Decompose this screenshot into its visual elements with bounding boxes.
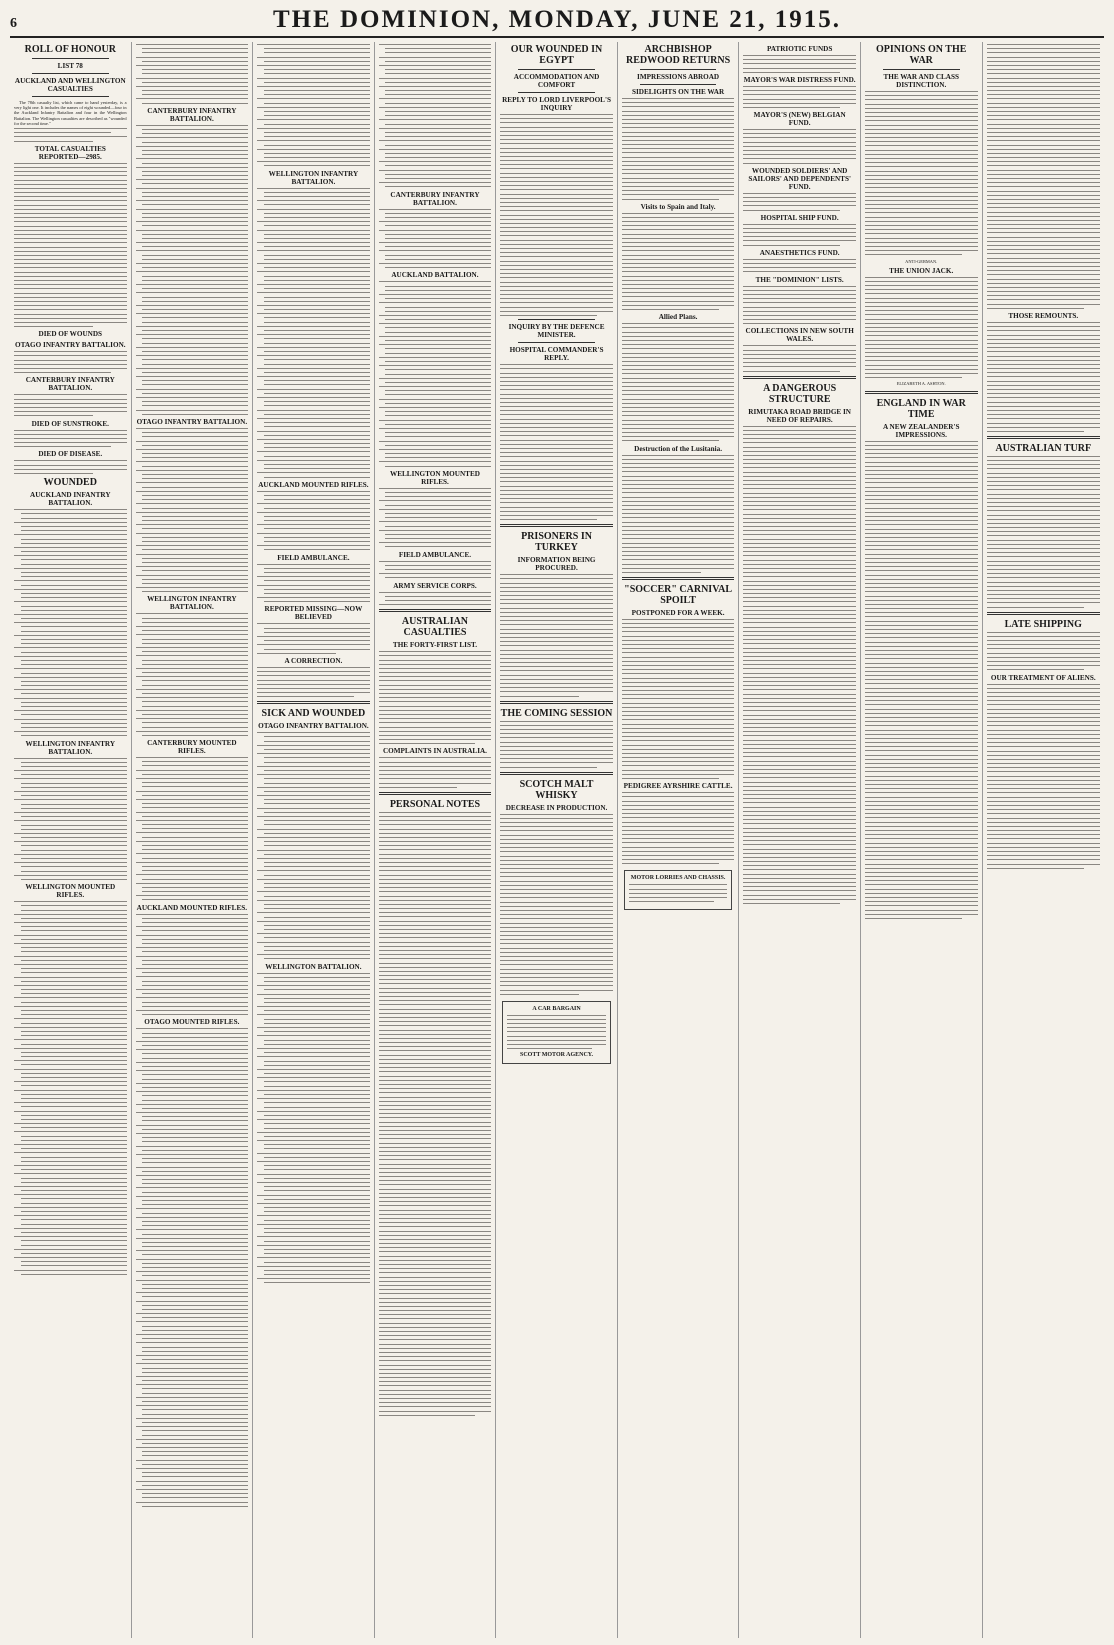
body-text — [14, 460, 127, 474]
subhead: INQUIRY BY THE DEFENCE MINISTER. — [508, 323, 605, 340]
casualty-table — [14, 163, 127, 327]
casualty-list — [257, 44, 370, 166]
article-intro: The 78th casualty list, which came to hand yesterday, is a very light one. It includes the names of eight wounded—four in the Auckland Infantry Battalion and four in the Wellington Battalion. The Wellington casualties are described as "wounded for the second time." — [14, 100, 127, 126]
casualty-list — [257, 973, 370, 1284]
body-text — [14, 128, 127, 142]
headline-england-in-war-time: ENGLAND IN WAR TIME — [876, 397, 966, 420]
column-6 — [618, 42, 740, 1638]
funds-table — [743, 129, 856, 164]
headline-patriotic-funds: PATRIOTIC FUNDS — [766, 45, 833, 53]
body-text — [622, 455, 735, 573]
body-text — [743, 345, 856, 371]
ad-title: A CAR BARGAIN — [532, 1005, 581, 1012]
section-heading: REPORTED MISSING—NOW BELIEVED — [264, 605, 363, 622]
body-text — [500, 364, 613, 520]
subhead: OUR TREATMENT OF ALIENS. — [990, 673, 1096, 682]
body-text — [987, 632, 1101, 671]
unit-heading: WELLINGTON MOUNTED RIFLES. — [390, 469, 480, 486]
subhead: HOSPITAL COMMANDER'S REPLY. — [509, 346, 604, 363]
body-text — [379, 812, 492, 1416]
column-8 — [861, 42, 983, 1638]
casualty-list — [257, 491, 370, 551]
section-heading: TOTAL CASUALTIES REPORTED—2985. — [34, 144, 106, 161]
unit-heading: CANTERBURY INFANTRY BATTALION. — [390, 190, 480, 207]
body-text — [987, 44, 1101, 309]
casualty-list — [379, 592, 492, 606]
column-4 — [375, 42, 497, 1638]
column-9 — [983, 42, 1105, 1638]
unit-heading: OTAGO INFANTRY BATTALION. — [136, 417, 248, 426]
subhead: IMPRESSIONS ABROAD — [637, 73, 720, 81]
ad-title: MOTOR LORRIES AND CHASSIS. — [630, 875, 726, 882]
unit-heading: WELLINGTON BATTALION. — [265, 962, 362, 971]
page-number: 6 — [10, 16, 17, 31]
unit-heading: CANTERBURY INFANTRY BATTALION. — [25, 376, 115, 393]
section-heading: DIED OF WOUNDS — [38, 330, 103, 339]
subhead: A NEW ZEALANDER'S IMPRESSIONS. — [882, 422, 960, 439]
subhead: RIMUTAKA ROAD BRIDGE IN NEED OF REPAIRS. — [748, 407, 851, 424]
body-text — [14, 394, 127, 416]
funds-table — [743, 259, 856, 273]
headline-roll-of-honour: ROLL OF HONOUR — [24, 44, 116, 55]
headline-prisoners-in-turkey: PRISONERS IN TURKEY — [521, 531, 592, 554]
unit-heading: AUCKLAND INFANTRY BATTALION. — [30, 491, 111, 508]
headline-soccer-carnival: "SOCCER" CARNIVAL SPOILT — [624, 583, 733, 606]
section-heading-wounded: WOUNDED — [43, 477, 97, 489]
subhead: Destruction of the Lusitania. — [634, 444, 723, 453]
headline-casualties: AUCKLAND AND WELLINGTON CASUALTIES — [14, 77, 126, 93]
headline-australian-turf: AUSTRALIAN TURF — [995, 442, 1092, 454]
subhead: COMPLAINTS IN AUSTRALIA. — [382, 747, 487, 756]
body-text — [379, 651, 492, 744]
casualty-list — [379, 488, 492, 548]
subhead: SIDELIGHTS ON THE WAR — [631, 88, 725, 96]
masthead-title: THE DOMINION, MONDAY, JUNE 21, 1915. — [272, 6, 842, 33]
subhead: THE FORTY-FIRST LIST. — [392, 641, 478, 650]
fund-heading: COLLECTIONS IN NEW SOUTH WALES. — [745, 327, 854, 344]
casualty-list — [379, 281, 492, 466]
casualty-list — [257, 732, 370, 959]
body-text — [257, 667, 370, 697]
unit-heading: WELLINGTON INFANTRY BATTALION. — [25, 739, 116, 756]
subhead: REPLY TO LORD LIVERPOOL'S INQUIRY — [502, 96, 611, 112]
subhead: PEDIGREE AYRSHIRE CATTLE. — [623, 782, 733, 791]
funds-table — [743, 286, 856, 325]
headline-personal-notes: PERSONAL NOTES — [389, 798, 481, 810]
casualty-list — [257, 188, 370, 478]
unit-heading: OTAGO INFANTRY BATTALION. — [258, 722, 369, 731]
columns — [10, 42, 1104, 1638]
body-text — [622, 98, 735, 200]
casualty-list — [136, 125, 249, 415]
column-2 — [132, 42, 254, 1638]
headline-scotch-malt-whisky: SCOTCH MALT WHISKY — [519, 778, 594, 801]
subhead: POSTPONED FOR A WEEK. — [631, 608, 725, 617]
casualty-list — [379, 561, 492, 579]
unit-heading: OTAGO INFANTRY BATTALION. — [15, 341, 126, 350]
fund-heading: WOUNDED SOLDIERS' AND SAILORS' AND DEPENDENTS' FUND. — [748, 166, 851, 191]
unit-heading: FIELD AMBULANCE. — [277, 553, 350, 562]
funds-table — [743, 55, 856, 73]
headline-our-wounded-in-egypt: OUR WOUNDED IN EGYPT — [510, 44, 603, 66]
body-text — [500, 574, 613, 696]
section-heading: DIED OF SUNSTROKE. — [31, 419, 109, 428]
casualty-list — [136, 44, 249, 104]
body-text — [987, 456, 1101, 608]
unit-heading: CANTERBURY MOUNTED RIFLES. — [147, 739, 237, 756]
body-text — [987, 684, 1101, 869]
body-text — [865, 277, 978, 379]
subhead: DECREASE IN PRODUCTION. — [505, 803, 608, 812]
subhead: THE WAR AND CLASS DISTINCTION. — [883, 73, 959, 89]
casualty-list — [379, 44, 492, 187]
subhead-list-78: LIST 78 — [57, 62, 83, 70]
body-text — [500, 114, 613, 316]
funds-table — [743, 224, 856, 246]
casualty-list — [136, 914, 249, 1016]
headline-late-shipping: LATE SHIPPING — [1004, 618, 1082, 630]
casualty-list — [14, 901, 127, 1275]
body-text — [743, 426, 856, 904]
unit-heading: WELLINGTON MOUNTED RIFLES. — [25, 883, 116, 900]
headline-opinions-on-the-war: OPINIONS ON THE WAR — [876, 44, 967, 66]
headline-the-coming-session: THE COMING SESSION — [500, 707, 613, 719]
headline-sick-and-wounded: SICK AND WOUNDED — [261, 708, 366, 720]
body-text — [622, 213, 735, 310]
column-1 — [10, 42, 132, 1638]
subhead: INFORMATION BEING PROCURED. — [517, 556, 596, 573]
fund-heading: THE "DOMINION" LISTS. — [755, 275, 844, 284]
casualty-list — [136, 428, 249, 592]
headline-dangerous-structure: A DANGEROUS STRUCTURE — [763, 382, 837, 405]
masthead — [10, 6, 1104, 38]
casualty-list — [136, 613, 249, 735]
body-text — [257, 623, 370, 653]
body-text — [14, 351, 127, 373]
letter-signature: ANTI-GERMAN. — [905, 258, 938, 264]
body-text — [500, 721, 613, 768]
unit-heading: OTAGO MOUNTED RIFLES. — [144, 1018, 240, 1027]
unit-heading: FIELD AMBULANCE. — [398, 550, 472, 559]
unit-heading: AUCKLAND MOUNTED RIFLES. — [136, 903, 248, 912]
unit-heading: CANTERBURY INFANTRY BATTALION. — [147, 106, 237, 123]
casualty-list — [14, 509, 127, 736]
unit-heading: AUCKLAND MOUNTED RIFLES. — [258, 480, 369, 489]
body-text — [865, 441, 978, 919]
column-5 — [496, 42, 618, 1638]
letter-signature: ELIZABETH A. ASHTON. — [896, 381, 946, 387]
funds-table — [743, 86, 856, 108]
body-text — [622, 619, 735, 779]
casualty-list — [136, 757, 249, 900]
body-text — [622, 792, 735, 864]
body-text — [500, 814, 613, 995]
headline-archbishop-redwood: ARCHBISHOP REDWOOD RETURNS — [626, 44, 731, 66]
section-heading: A CORRECTION. — [284, 656, 343, 665]
casualty-list — [14, 758, 127, 880]
casualty-list — [136, 1028, 249, 1506]
body-text — [14, 430, 127, 448]
subhead: THOSE REMOUNTS. — [1008, 312, 1079, 320]
advertisement-car-bargain — [502, 1001, 611, 1065]
unit-heading: ARMY SERVICE CORPS. — [393, 581, 477, 590]
fund-heading: MAYOR'S WAR DISTRESS FUND. — [743, 75, 856, 84]
unit-heading: AUCKLAND BATTALION. — [391, 271, 479, 280]
subhead: ACCOMMODATION AND COMFORT — [513, 73, 600, 89]
casualty-list — [379, 209, 492, 269]
subhead: THE UNION JACK. — [889, 266, 954, 275]
ad-signature: SCOTT MOTOR AGENCY. — [519, 1052, 594, 1059]
body-text — [622, 323, 735, 441]
headline-australian-casualties: AUSTRALIAN CASUALTIES — [401, 616, 469, 639]
advertisement-motor-lorries — [624, 870, 733, 910]
body-text — [865, 91, 978, 255]
section-heading: DIED OF DISEASE. — [38, 450, 103, 459]
subhead: Visits to Spain and Italy. — [640, 202, 716, 211]
fund-heading: ANAESTHETICS FUND. — [759, 248, 840, 257]
unit-heading: WELLINGTON INFANTRY BATTALION. — [147, 595, 237, 612]
column-7 — [739, 42, 861, 1638]
unit-heading: WELLINGTON INFANTRY BATTALION. — [268, 169, 359, 186]
casualty-list — [257, 564, 370, 603]
body-text — [987, 322, 1101, 432]
body-text — [379, 757, 492, 787]
funds-table — [743, 193, 856, 211]
subhead: Allied Plans. — [658, 313, 698, 322]
fund-heading: HOSPITAL SHIP FUND. — [760, 213, 839, 222]
column-3 — [253, 42, 375, 1638]
fund-heading: MAYOR'S (NEW) BELGIAN FUND. — [753, 111, 846, 128]
